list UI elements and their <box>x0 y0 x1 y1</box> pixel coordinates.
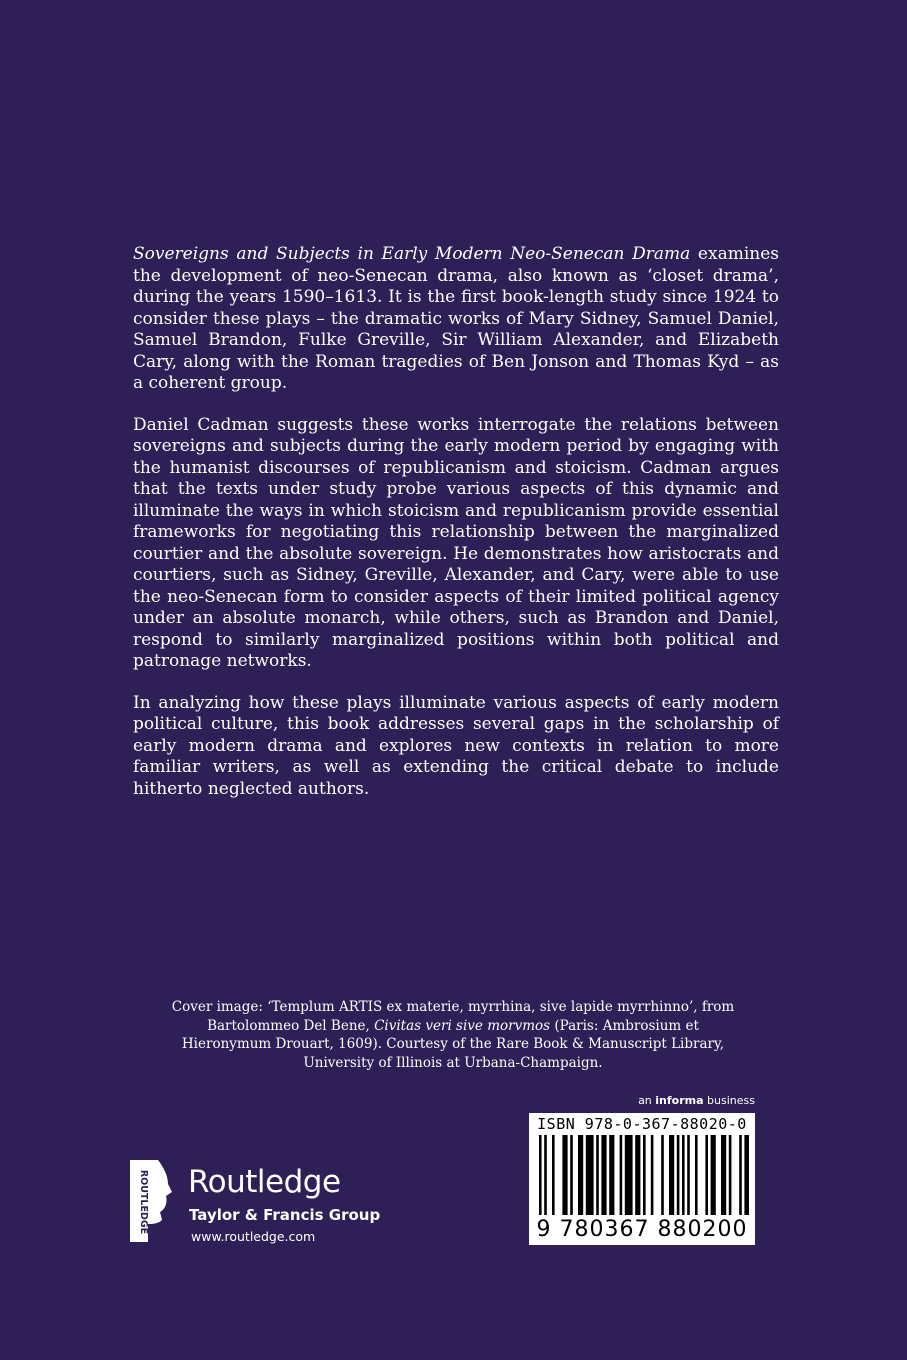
blurb-paragraph-2: Daniel Cadman suggests these works interrogate the relations between sovereigns and subjects during the early modern period by engaging with the humanist discourses of republicanism and stoicism. Cadman argues that the texts under study probe various aspects of this dynamic and illuminate the ways in which stoicism and republicanism provide essential frameworks for negotiating this relationship between the marginalized courtier and the absolute sovereign. He demonstrates how aristocrats and courtiers, such as Sidney, Greville, Alexander, and Cary, were able to use the neo-Senecan form to consider aspects of their limited political agency under an absolute monarch, while others, such as Brandon and Daniel, respond to similarly marginalized positions within both political and patronage networks. <box>133 414 779 671</box>
cover-image-credit <box>170 998 736 1072</box>
publisher-name: Routledge <box>188 1164 341 1200</box>
barcode-bars <box>535 1135 749 1217</box>
barcode-bar <box>570 1135 573 1215</box>
barcode-bar <box>711 1135 716 1215</box>
informa-bold: informa <box>655 1094 704 1107</box>
barcode-number: 9 780367 880200 <box>536 1217 748 1242</box>
barcode-bar <box>544 1135 547 1215</box>
blurb-paragraph-3: In analyzing how these plays illuminate various aspects of early modern political culture, this book addresses several gaps in the scholarship of early modern drama and explores new contexts in relation to more familiar writers, as well as extending the critical debate to include hitherto neglected authors. <box>133 692 779 799</box>
barcode-bar <box>729 1135 732 1215</box>
routledge-vertical-mark: ROUTLEDGE <box>138 1169 149 1235</box>
informa-suffix: business <box>703 1094 755 1107</box>
credit-italic-title: Civitas veri sive morvmos <box>374 1017 551 1034</box>
back-cover-blurb <box>133 244 779 820</box>
informa-business-tagline <box>638 1094 755 1107</box>
barcode-bar <box>721 1135 726 1215</box>
publisher-group: Taylor & Francis Group <box>189 1206 381 1224</box>
barcode-bar <box>562 1135 567 1215</box>
barcode-bar <box>635 1135 640 1215</box>
isbn-barcode <box>529 1113 755 1245</box>
credit-text-2: (Paris: Ambrosium et Hieronymum Drouart, 1609). Courtesy of the Rare Book & Manuscript Library, University of Illinois at Urbana-Champaign. <box>181 1017 725 1071</box>
barcode-bar <box>677 1135 680 1215</box>
barcode-bar <box>620 1135 623 1215</box>
barcode-bar <box>739 1135 742 1215</box>
blurb-paragraph-1-text: examines the development of neo-Senecan drama, also known as ‘closet drama’, during the years 1590–1613. It is the first book-length study since 1924 to consider these plays – the dramatic works of Mary Sidney, Samuel Daniel, Samuel Brandon, Fulke Greville, Sir William Alexander, and Elizabeth Cary, along with the Roman tragedies of Ben Jonson and Thomas Kyd – as a coherent group. <box>133 244 779 393</box>
barcode-bar <box>682 1135 685 1215</box>
barcode-bar <box>578 1135 583 1215</box>
barcode-bar <box>744 1135 749 1215</box>
barcode-bar <box>609 1135 614 1215</box>
barcode-bar <box>596 1135 599 1215</box>
credit-text-1: Cover image: ‘Templum ARTIS ex materie, myrrhina, sive lapide myrrhinno’, from Bartolommeo Del Bene, <box>171 999 735 1034</box>
isbn-label: ISBN 978-0-367-88020-0 <box>537 1115 747 1133</box>
barcode-bar <box>625 1135 633 1215</box>
barcode-bar <box>643 1135 646 1215</box>
barcode-bar <box>705 1135 708 1215</box>
barcode-bar <box>661 1135 664 1215</box>
book-title-italic: Sovereigns and Subjects in Early Modern Neo-Senecan Drama <box>133 244 691 264</box>
barcode-bar <box>601 1135 606 1215</box>
barcode-bar <box>552 1135 555 1215</box>
barcode-bar <box>651 1135 654 1215</box>
routledge-head-icon <box>128 1158 174 1244</box>
informa-prefix: an <box>638 1094 656 1107</box>
barcode-bar <box>695 1135 698 1215</box>
barcode-bar <box>586 1135 594 1215</box>
barcode-bar <box>539 1135 542 1215</box>
blurb-paragraph-1 <box>133 244 779 395</box>
publisher-url: www.routledge.com <box>191 1229 316 1244</box>
barcode-bar <box>687 1135 690 1215</box>
barcode-bar <box>669 1135 674 1215</box>
